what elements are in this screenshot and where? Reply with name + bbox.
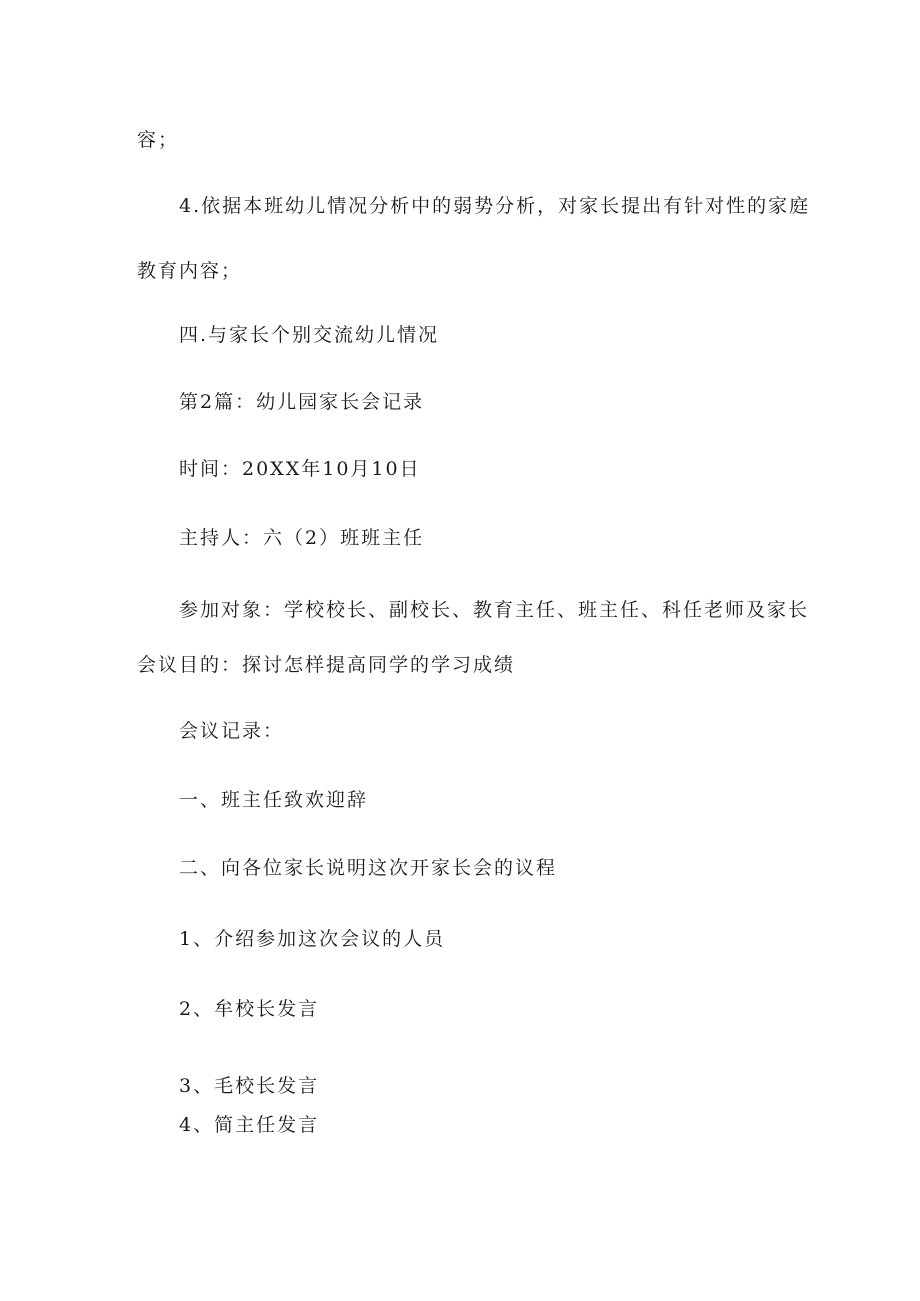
text-line-item-4: 4.依据本班幼儿情况分析中的弱势分析，对家长提出有针对性的家庭: [179, 195, 811, 217]
text-line-continuation: 容；: [137, 129, 180, 151]
meeting-record-label: 会议记录：: [179, 720, 285, 742]
meeting-host: 主持人：六（2）班班主任: [179, 527, 425, 549]
agenda-item-two: 二、向各位家长说明这次开家长会的议程: [179, 857, 558, 879]
agenda-subitem-3: 3、毛校长发言: [179, 1075, 320, 1097]
agenda-subitem-4: 4、简主任发言: [179, 1114, 320, 1136]
meeting-purpose: 会议目的：探讨怎样提高同学的学习成绩: [137, 654, 516, 676]
text-line-item-4-cont: 教育内容；: [137, 260, 243, 282]
article-title: 第2篇：幼儿园家长会记录: [179, 391, 425, 413]
agenda-subitem-1: 1、介绍参加这次会议的人员: [179, 928, 446, 950]
section-heading-four: 四.与家长个别交流幼儿情况: [179, 324, 440, 346]
agenda-subitem-2: 2、牟校长发言: [179, 998, 320, 1020]
meeting-attendees: 参加对象：学校校长、副校长、教育主任、班主任、科任老师及家长: [179, 599, 810, 621]
meeting-time: 时间：20XX年10月10日: [179, 458, 421, 480]
agenda-item-one: 一、班主任致欢迎辞: [179, 789, 369, 811]
